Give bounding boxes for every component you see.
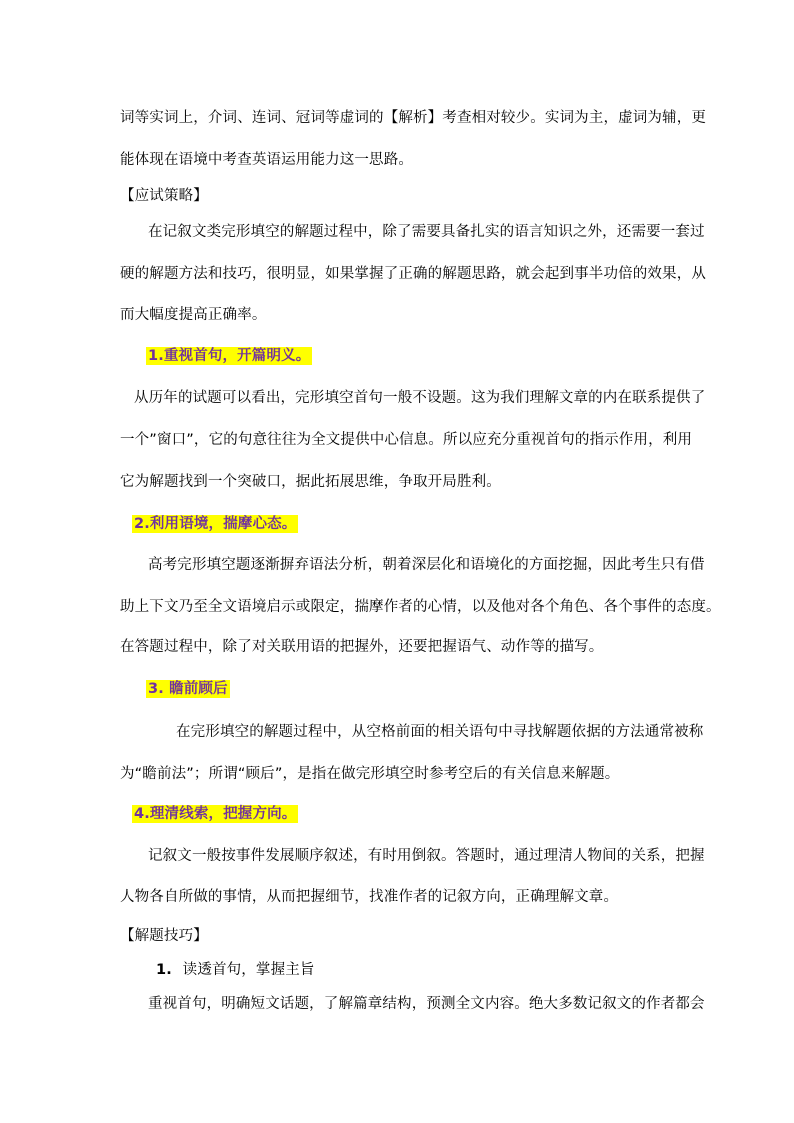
paragraph-line: 在记叙文类完形填空的解题过程中，除了需要具备扎实的语言知识之外，还需要一套过 bbox=[148, 224, 705, 240]
paragraph-line: 高考完形填空题逐渐摒弃语法分析，朝着深层化和语境化的方面挖掘，因此考生只有借 bbox=[148, 557, 705, 573]
highlighted-heading-4 bbox=[132, 804, 692, 824]
paragraph-line: 它为解题找到一个突破口，据此拓展思维，争取开局胜利。 bbox=[120, 474, 501, 490]
item-number: 1. bbox=[156, 962, 172, 978]
paragraph-line: 在完形填空的解题过程中，从空格前面的相关语句中寻找解题依据的方法通常被称 bbox=[176, 724, 704, 740]
paragraph-line: 记叙文一般按事件发展顺序叙述，有时用倒叙。答题时，通过理清人物间的关系，把握 bbox=[148, 848, 705, 864]
highlight-text: 3. 瞻前顾后 bbox=[148, 681, 228, 697]
paragraph-line: 硬的解题方法和技巧，很明显，如果掌握了正确的解题思路，就会起到事半功倍的效果，从 bbox=[120, 266, 706, 282]
paragraph-line: 在答题过程中，除了对关联用语的把握外，还要把握语气、动作等的描写。 bbox=[120, 639, 604, 655]
section-heading-techniques: 【解题技巧】 bbox=[120, 928, 208, 944]
highlight-text: 4.理清线索，把握方向。 bbox=[134, 806, 297, 822]
paragraph-line: 为“瞻前法”；所谓“顾后”，是指在做完形填空时参考空后的有关信息来解题。 bbox=[120, 766, 620, 782]
highlighted-heading-1 bbox=[146, 346, 706, 366]
paragraph-line: 能体现在语境中考查英语运用能力这一思路。 bbox=[120, 152, 413, 168]
numbered-item-1 bbox=[156, 960, 716, 980]
highlight-text: 2.利用语境，揣摩心态。 bbox=[134, 516, 297, 532]
paragraph-line: 重视首句，明确短文话题，了解篇章结构，预测全文内容。绝大多数记叙文的作者都会 bbox=[148, 996, 705, 1012]
highlight-text: 1.重视首句，开篇明义。 bbox=[148, 348, 311, 364]
paragraph-line: 助上下文乃至全文语境启示或限定，揣摩作者的心情，以及他对各个角色、各个事件的态度。 bbox=[120, 599, 721, 615]
paragraph-line: 从历年的试题可以看出，完形填空首句一般不设题。这为我们理解文章的内在联系提供了 bbox=[134, 390, 706, 406]
paragraph-line: 一个”窗口”，它的句意往往为全文提供中心信息。所以应充分重视首句的指示作用，利用 bbox=[120, 432, 693, 448]
paragraph-line: 词等实词上，介词、连词、冠词等虚词的【解析】考查相对较少。实词为主，虚词为辅，更 bbox=[120, 110, 706, 126]
item-text: 读透首句，掌握主旨 bbox=[182, 962, 315, 978]
highlighted-heading-3 bbox=[146, 679, 706, 699]
section-heading-strategy: 【应试策略】 bbox=[120, 188, 208, 204]
highlighted-heading-2 bbox=[132, 514, 692, 534]
paragraph-line: 人物各自所做的事情，从而把握细节，找准作者的记叙方向，正确理解文章。 bbox=[120, 889, 619, 905]
paragraph-line: 而大幅度提高正确率。 bbox=[120, 307, 267, 323]
